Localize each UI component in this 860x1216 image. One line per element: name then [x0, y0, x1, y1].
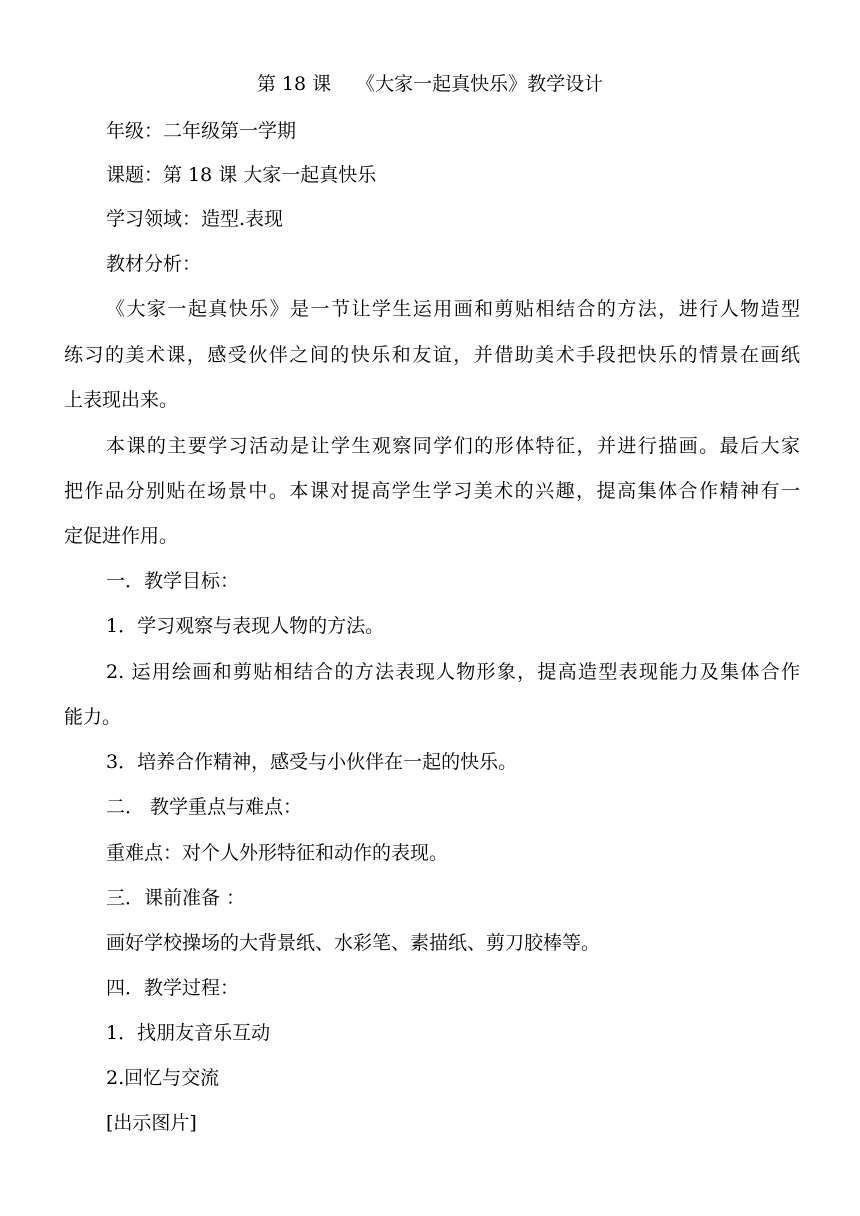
goals-heading: 一．教学目标：: [106, 570, 240, 592]
goal-1: 1．学习观察与表现人物的方法。: [106, 615, 385, 637]
goal-2-line-2: 能力。: [64, 706, 122, 728]
goal-2-line-1: 2. 运用绘画和剪贴相结合的方法表现人物形象，提高造型表现能力及集体合作: [106, 661, 800, 683]
process-step-2: 2.回忆与交流: [106, 1067, 220, 1089]
analysis-paragraph-2-line-3: 定促进作用。: [64, 525, 179, 547]
grade-line: 年级：二年级第一学期: [106, 120, 297, 142]
preparation-text: 画好学校操场的大背景纸、水彩笔、素描纸、剪刀胶棒等。: [106, 932, 601, 954]
topic-line: 课题：第 18 课 大家一起真快乐: [106, 164, 377, 186]
analysis-paragraph-1-line-3: 上表现出来。: [64, 389, 179, 411]
analysis-heading: 教材分析：: [106, 253, 202, 275]
analysis-paragraph-1-line-1: 《大家一起真快乐》是一节让学生运用画和剪贴相结合的方法，进行人物造型: [106, 298, 800, 320]
key-points-text: 重难点：对个人外形特征和动作的表现。: [106, 842, 449, 864]
key-points-heading: 二． 教学重点与难点：: [106, 796, 303, 818]
field-line: 学习领域：造型.表现: [106, 208, 284, 230]
process-step-3: [出示图片]: [106, 1112, 197, 1134]
goal-3: 3．培养合作精神，感受与小伙伴在一起的快乐。: [106, 751, 518, 773]
preparation-heading: 三．课前准备 ：: [106, 887, 246, 909]
analysis-paragraph-1-line-2: 练习的美术课，感受伙伴之间的快乐和友谊，并借助美术手段把快乐的情景在画纸: [64, 344, 800, 366]
analysis-paragraph-2-line-2: 把作品分别贴在场景中。本课对提高学生学习美术的兴趣，提高集体合作精神有一: [64, 480, 800, 502]
process-step-1: 1．找朋友音乐互动: [106, 1022, 271, 1044]
analysis-paragraph-2-line-1: 本课的主要学习活动是让学生观察同学们的形体特征，并进行描画。最后大家: [106, 435, 800, 457]
document-title: 第 18 课 《大家一起真快乐》教学设计: [256, 73, 604, 95]
process-heading: 四．教学过程：: [106, 977, 240, 999]
